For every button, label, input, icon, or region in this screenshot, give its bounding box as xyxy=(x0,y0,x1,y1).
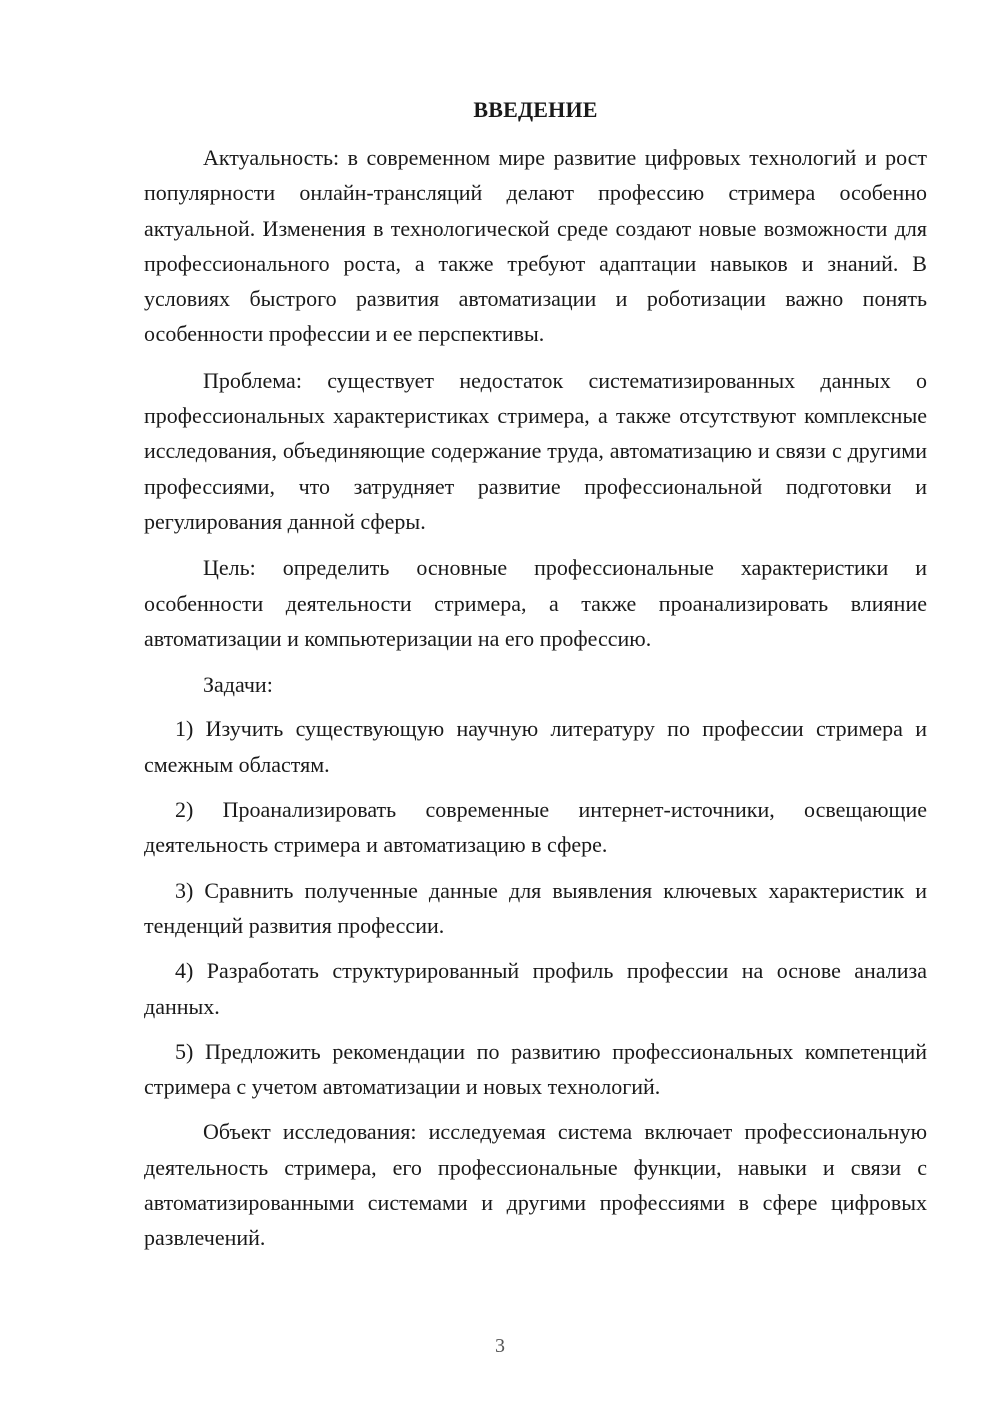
task-item-3: 3) Сравнить полученные данные для выявления ключевых характеристик и тенденций развития профессии. xyxy=(144,877,927,938)
task-item-5: 5) Предложить рекомендации по развитию профессиональных компетенций стримера с учетом автоматизации и новых технологий. xyxy=(144,1038,927,1100)
goal-paragraph: Цель: определить основные профессиональные характеристики и особенности деятельности стримера, а также проанализировать влияние автоматизации и компьютеризации на его профессию. xyxy=(144,555,927,651)
task-item-2: 2) Проанализировать современные интернет-источники, освещающие деятельность стримера и автоматизацию в сфере. xyxy=(144,797,927,858)
task-item-1: 1) Изучить существующую научную литературу по профессии стримера и смежным областям. xyxy=(144,716,927,777)
object-paragraph: Объект исследования: исследуемая система включает профессиональную деятельность стримера, его профессиональные функции, навыки и связи с автоматизированными системами и другими профессиями в сфере цифровых развлечений. xyxy=(144,1119,927,1251)
problem-paragraph: Проблема: существует недостаток систематизированных данных о профессиональных характеристиках стримера, а также отсутствуют комплексные исследования, объединяющие содержание труда, автоматизацию и связи с другими профессиями, что затрудняет развитие профессиональной подготовки и регулирования данной сферы. xyxy=(144,367,927,534)
page-number: 3 xyxy=(495,1335,505,1357)
relevance-paragraph: Актуальность: в современном мире развитие цифровых технологий и рост популярности онлайн-трансляций делают профессию стримера особенно актуальной. Изменения в технологической среде создают новые возможности для профессионального роста, а также требуют адаптации навыков и знаний. В условиях быстрого развития автоматизации и роботизации важно понять особенности профессии и ее перспективы. xyxy=(144,145,927,347)
tasks-label: Задачи: xyxy=(203,672,273,698)
page-content xyxy=(144,90,927,1267)
section-title: ВВЕДЕНИЕ xyxy=(473,97,598,122)
task-item-4: 4) Разработать структурированный профиль профессии на основе анализа данных. xyxy=(144,958,927,1019)
